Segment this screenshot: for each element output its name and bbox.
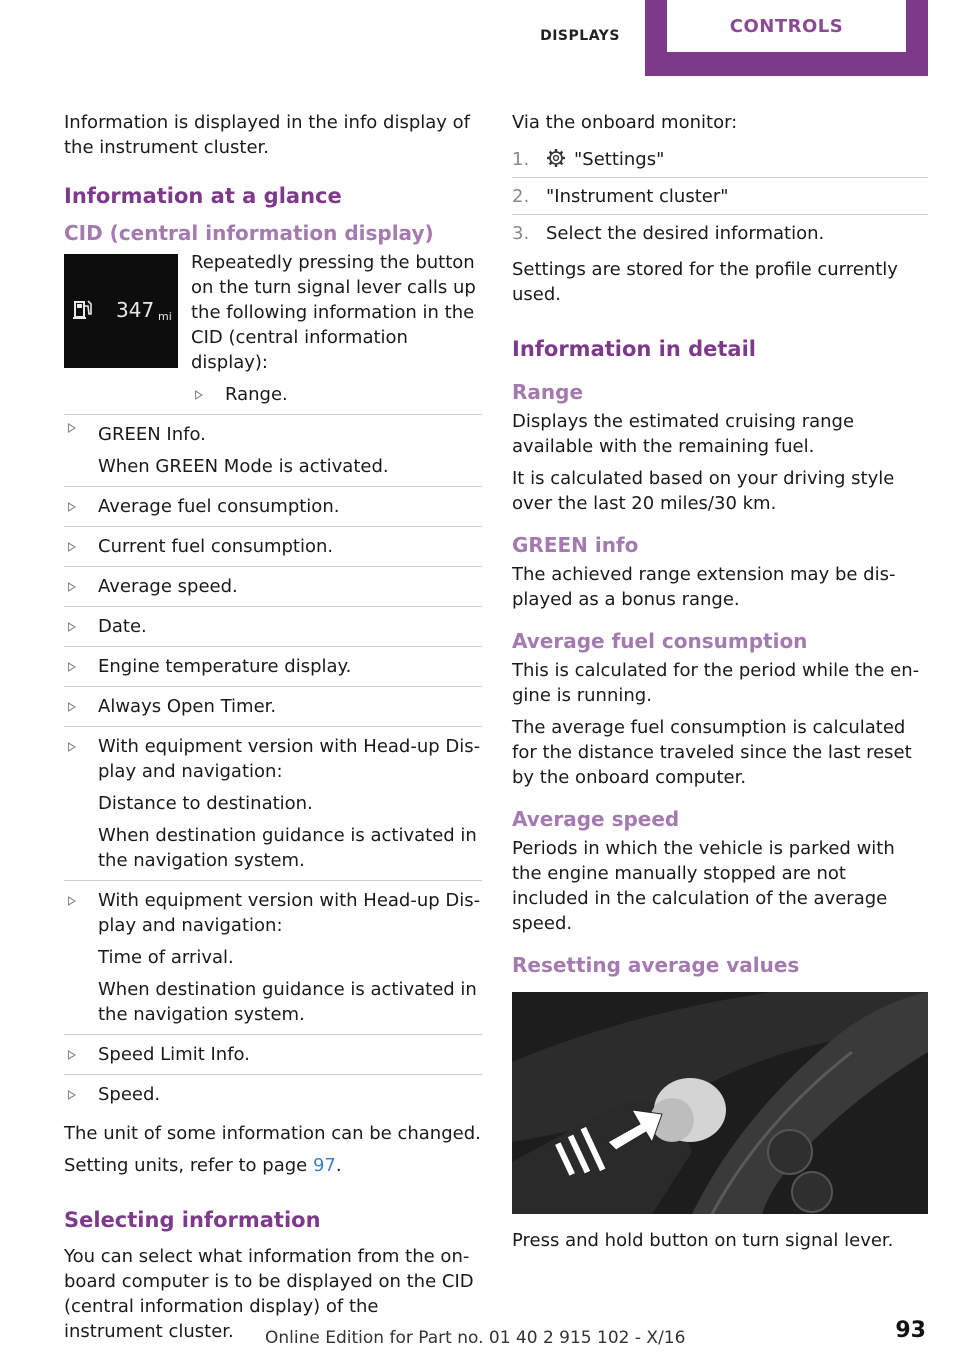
header-tabs <box>515 0 928 76</box>
list-item-text: Average speed. <box>98 576 238 597</box>
list-item <box>64 734 482 881</box>
image-caption: Press and hold button on turn signal lever. <box>512 1230 894 1251</box>
list-item-subtext: Time of arrival. <box>98 947 234 968</box>
list-item-text: Average fuel consumption. <box>98 496 340 517</box>
list-item-subtext: When destination guidance is activated in the navigation system. <box>98 979 477 1025</box>
list-item <box>64 574 482 607</box>
list-item <box>512 221 928 251</box>
info-list <box>64 414 482 1114</box>
unit-change-paragraph: The unit of some information can be changed. <box>64 1123 481 1144</box>
right-column <box>512 110 928 1260</box>
range-paragraph-1: Displays the estimated cruising range available with the remaining fuel. <box>512 411 855 457</box>
list-item-text: Engine temperature display. <box>98 656 352 677</box>
step-text: "Instrument cluster" <box>546 186 729 207</box>
list-item <box>64 1082 482 1114</box>
list-item-text: GREEN Info. <box>98 424 206 445</box>
step-number: 3. <box>512 223 530 244</box>
avg-speed-paragraph: Periods in which the vehicle is parked with the engine manually stopped are not included in the calculation of the average speed. <box>512 838 895 934</box>
chapter-tab: CONTROLS <box>667 0 906 52</box>
list-item-text: Speed. <box>98 1084 161 1105</box>
setting-units-paragraph <box>64 1153 482 1178</box>
footer-edition: Online Edition for Part no. 01 40 2 915 102 - X/16 <box>265 1328 686 1348</box>
list-item-subtext: When destination guidance is activated in the navigation system. <box>98 825 477 871</box>
stored-paragraph: Settings are stored for the profile currently used. <box>512 259 898 305</box>
list-item <box>64 1042 482 1075</box>
list-item-text: With equipment version with Head-up Dis‐ play and navigation: <box>98 736 481 782</box>
steering-wheel-illustration <box>512 992 928 1214</box>
list-item-subtext: Distance to destination. <box>98 793 313 814</box>
heading-range: Range <box>512 380 584 404</box>
heading-info-at-glance: Information at a glance <box>64 184 342 208</box>
via-paragraph: Via the onboard monitor: <box>512 112 738 133</box>
heading-selecting-info: Selecting information <box>64 1208 321 1232</box>
step-text: "Settings" <box>574 149 665 170</box>
cid-bullet-list <box>191 382 482 407</box>
heading-avg-speed: Average speed <box>512 807 680 831</box>
step-text: Select the desired information. <box>546 223 825 244</box>
list-item <box>64 534 482 567</box>
cid-range-unit: mi <box>158 310 172 323</box>
page-97-link[interactable]: 97 <box>312 1155 336 1176</box>
list-item <box>512 147 928 178</box>
list-item-subtext: When GREEN Mode is activated. <box>98 456 389 477</box>
gear-icon <box>546 148 566 168</box>
setting-units-suffix: . <box>335 1155 342 1176</box>
list-item-text: Current fuel consumption. <box>98 536 334 557</box>
heading-green-info: GREEN info <box>512 533 639 557</box>
section-tab: DISPLAYS <box>540 28 620 44</box>
list-item-text: Always Open Timer. <box>98 696 277 717</box>
chapter-tab-frame <box>645 0 928 76</box>
range-paragraph-2: It is calculated based on your driving style over the last 20 miles/30 km. <box>512 468 895 514</box>
heading-info-detail: Information in detail <box>512 337 757 361</box>
list-item-text: Speed Limit Info. <box>98 1044 250 1065</box>
list-item <box>191 382 482 407</box>
setting-units-text: Setting units, refer to page <box>64 1155 313 1176</box>
green-paragraph: The achieved range extension may be dis‐ played as a bonus range. <box>512 564 896 610</box>
avg-fuel-paragraph-1: This is calculated for the period while the en‐ gine is running. <box>512 660 920 706</box>
cid-range-value: 347 <box>116 298 155 322</box>
intro-paragraph: Information is displayed in the info display of the instrument cluster. <box>64 112 471 158</box>
heading-cid: CID (central information display) <box>64 221 434 245</box>
list-item <box>64 494 482 527</box>
list-item <box>64 414 482 487</box>
step-number: 1. <box>512 149 530 170</box>
step-number: 2. <box>512 186 530 207</box>
page-number: 93 <box>895 1318 926 1343</box>
heading-reset: Resetting average values <box>512 953 800 977</box>
cid-block <box>64 250 482 407</box>
list-item-text: Range. <box>225 384 288 405</box>
list-item <box>64 888 482 1035</box>
heading-avg-fuel: Average fuel consumption <box>512 629 808 653</box>
fuel-pump-icon <box>73 300 95 320</box>
steps-list <box>512 147 928 251</box>
list-item-text: Date. <box>98 616 147 637</box>
list-item-text: With equipment version with Head-up Dis‐ play and navigation: <box>98 890 481 936</box>
avg-fuel-paragraph-2: The average fuel consumption is calculated for the distance traveled since the last reset by the onboard computer. <box>512 717 912 788</box>
turn-signal-lever-image <box>512 992 928 1214</box>
list-item <box>64 654 482 687</box>
cid-description <box>191 250 482 407</box>
cid-display-image <box>64 254 178 368</box>
selecting-paragraph: You can select what information from the on‐ board computer is to be displayed on the CID (central information display) of the instrument cluster. <box>64 1246 474 1342</box>
list-item <box>64 694 482 727</box>
list-item <box>64 614 482 647</box>
left-column <box>64 110 482 1351</box>
cid-text-paragraph: Repeatedly pressing the button on the turn signal lever calls up the following information in the CID (central information display): <box>191 252 476 373</box>
list-item <box>512 184 928 215</box>
